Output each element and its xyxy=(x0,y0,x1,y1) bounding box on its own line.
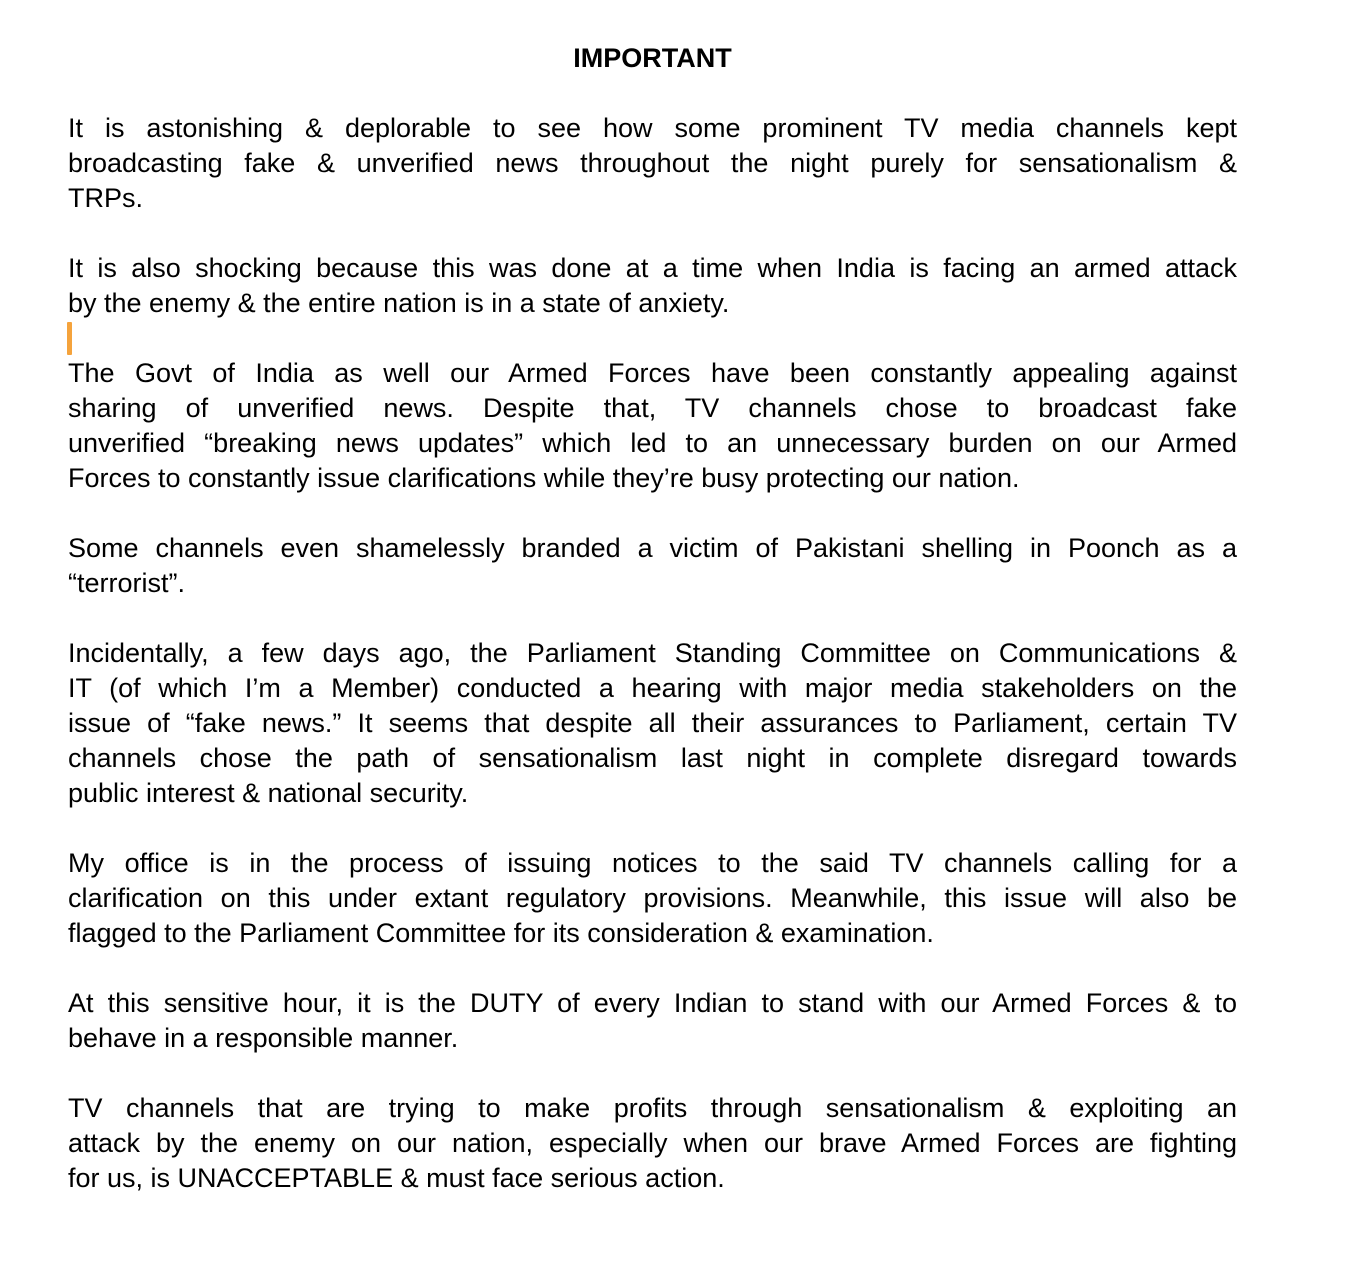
paragraph xyxy=(68,531,1237,601)
text-line: by the enemy & the entire nation is in a state of anxiety. xyxy=(68,288,730,318)
text-line: Forces to constantly issue clarifications while they’re busy protecting our nation. xyxy=(68,463,1020,493)
text-line: At this sensitive hour, it is the DUTY of every Indian to stand with our Armed Forces & to xyxy=(68,988,1237,1018)
text-line: issue of “fake news.” It seems that despite all their assurances to Parliament, certain TV xyxy=(68,708,1237,738)
text-line: channels chose the path of sensationalism last night in complete disregard towards xyxy=(68,743,1237,773)
paragraph xyxy=(68,356,1237,496)
text-line: clarification on this under extant regulatory provisions. Meanwhile, this issue will also be xyxy=(68,883,1237,913)
document-title: IMPORTANT xyxy=(573,43,732,73)
text-line: Incidentally, a few days ago, the Parliament Standing Committee on Communications & xyxy=(68,638,1237,668)
text-line: “terrorist”. xyxy=(68,568,185,598)
text-line: unverified “breaking news updates” which led to an unnecessary burden on our Armed xyxy=(68,428,1237,458)
blank-line xyxy=(68,76,1237,111)
text-line: The Govt of India as well our Armed Forces have been constantly appealing against xyxy=(68,358,1237,388)
text-line: TRPs. xyxy=(68,183,144,213)
text-line: for us, is UNACCEPTABLE & must face serious action. xyxy=(68,1163,725,1193)
blank-line xyxy=(68,951,1237,986)
text-line: attack by the enemy on our nation, especially when our brave Armed Forces are fighting xyxy=(68,1128,1237,1158)
blank-line xyxy=(68,1056,1237,1091)
text-line: public interest & national security. xyxy=(68,778,469,808)
empty-line-with-cursor xyxy=(68,321,1237,356)
text-line: TV channels that are trying to make profits through sensationalism & exploiting an xyxy=(68,1093,1237,1123)
text-line: Some channels even shamelessly branded a victim of Pakistani shelling in Poonch as a xyxy=(68,533,1237,563)
blank-line xyxy=(68,811,1237,846)
paragraph xyxy=(68,636,1237,811)
blank-line xyxy=(68,496,1237,531)
text-line: flagged to the Parliament Committee for its consideration & examination. xyxy=(68,918,934,948)
text-line: behave in a responsible manner. xyxy=(68,1023,459,1053)
paragraph xyxy=(68,846,1237,951)
blank-line xyxy=(68,216,1237,251)
text-line: My office is in the process of issuing notices to the said TV channels calling for a xyxy=(68,848,1237,878)
text-cursor xyxy=(67,322,72,355)
paragraph xyxy=(68,251,1237,321)
paragraph xyxy=(68,986,1237,1056)
blank-line xyxy=(68,601,1237,636)
paragraph xyxy=(68,1091,1237,1196)
text-line: broadcasting fake & unverified news throughout the night purely for sensationalism & xyxy=(68,148,1237,178)
text-line: It is astonishing & deplorable to see how some prominent TV media channels kept xyxy=(68,113,1237,143)
text-line: sharing of unverified news. Despite that, TV channels chose to broadcast fake xyxy=(68,393,1237,423)
paragraph xyxy=(68,111,1237,216)
text-line: It is also shocking because this was done at a time when India is facing an armed attack xyxy=(68,253,1237,283)
text-line: IT (of which I’m a Member) conducted a hearing with major media stakeholders on the xyxy=(68,673,1237,703)
